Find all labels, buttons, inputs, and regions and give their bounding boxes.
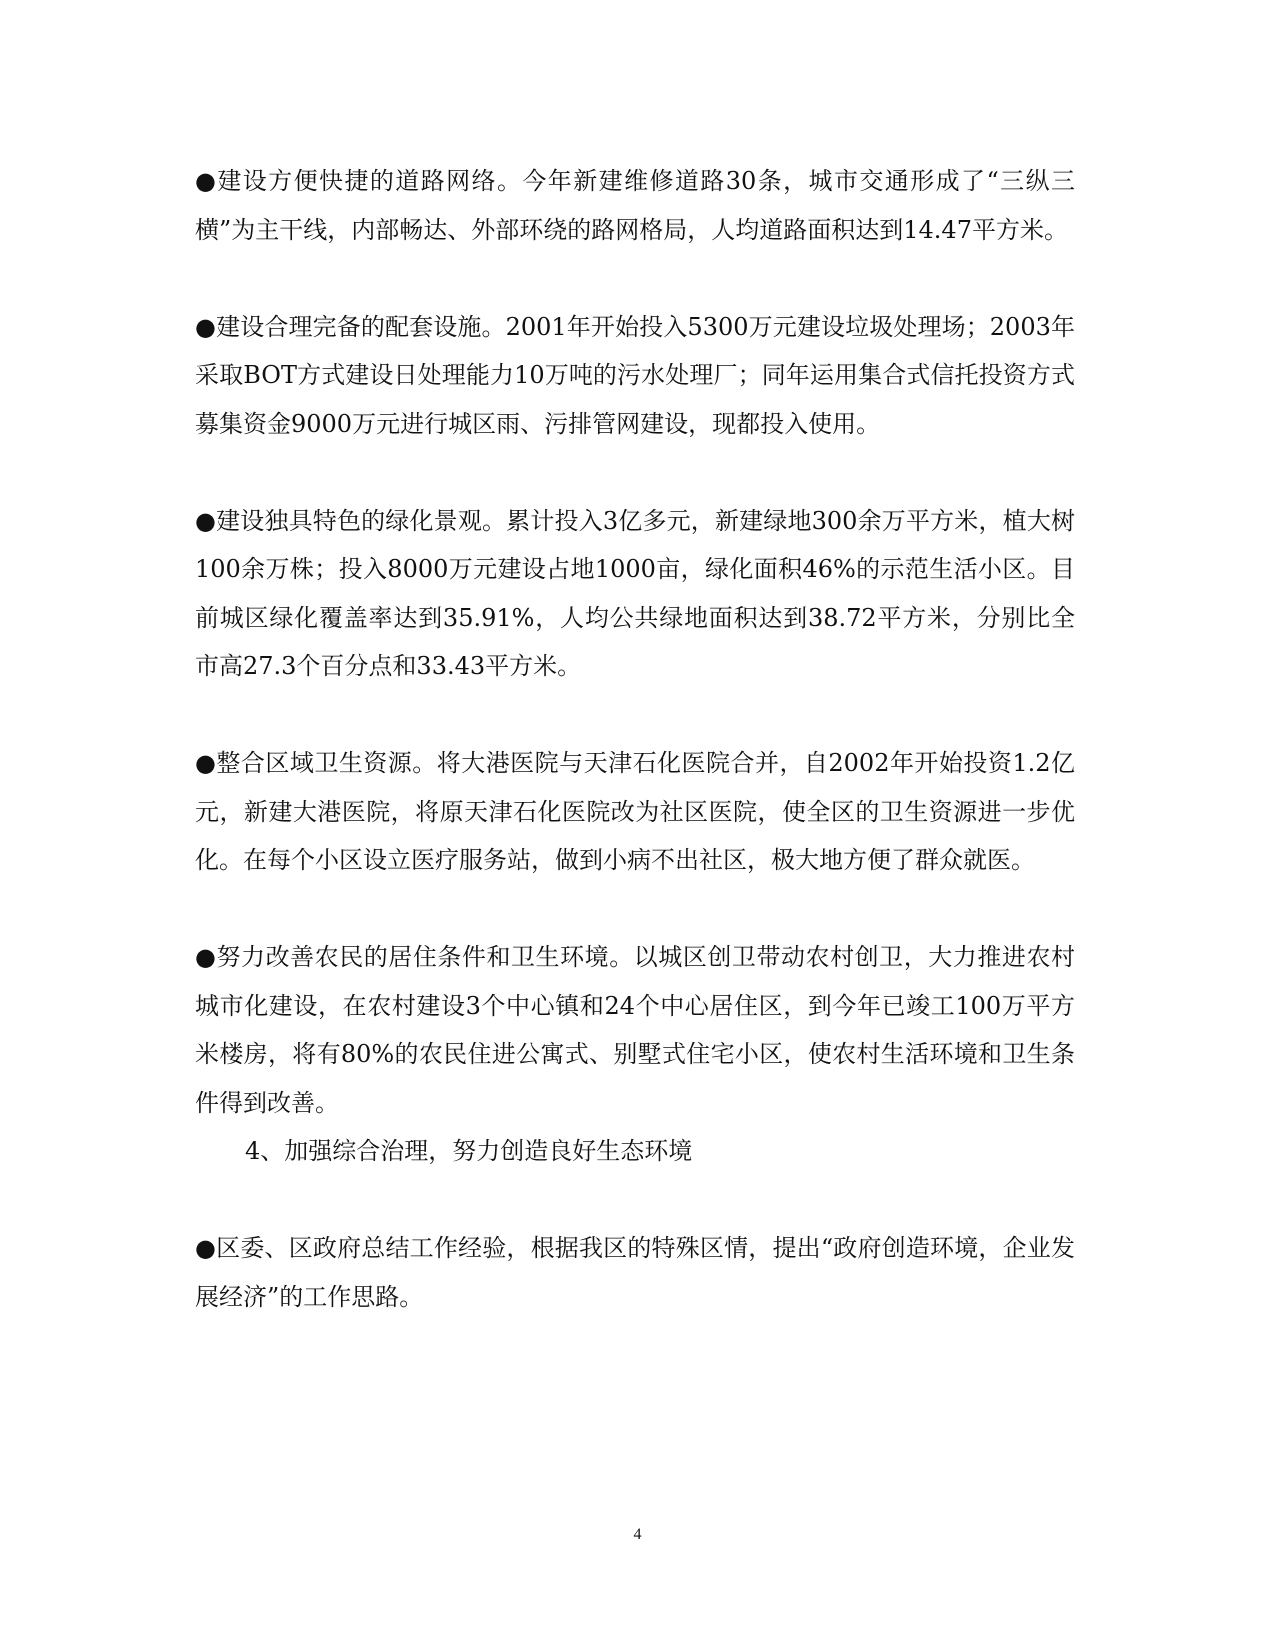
paragraph-work-approach: ●区委、区政府总结工作经验，根据我区的特殊区情，提出“政府创造环境，企业发展经济”的工作思路。 — [195, 1234, 1075, 1311]
section-heading: 4、加强综合治理，努力创造良好生态环境 — [245, 1137, 693, 1165]
paragraph-health-resources: ●整合区域卫生资源。将大港医院与天津石化医院合并，自2002年开始投资1.2亿元，新建大港医院，将原天津石化医院改为社区医院，使全区的卫生资源进一步优化。在每个小区设立医疗服务站，做到小病不出社区，极大地方便了群众就医。 — [195, 749, 1075, 874]
page-number: 4 — [633, 1526, 642, 1543]
document-body — [195, 157, 1075, 1321]
paragraph-road-network: ●建设方便快捷的道路网络。今年新建维修道路30条，城市交通形成了“三纵三横”为主干线，内部畅达、外部环绕的路网格局，人均道路面积达到14.47平方米。 — [195, 167, 1075, 244]
paragraph-supporting-facilities: ●建设合理完备的配套设施。2001年开始投入5300万元建设垃圾处理场；2003年采取BOT方式建设日处理能力10万吨的污水处理厂；同年运用集合式信托投资方式募集资金9000万元进行城区雨、污排管网建设，现都投入使用。 — [195, 312, 1075, 438]
paragraph-green-landscape: ●建设独具特色的绿化景观。累计投入3亿多元，新建绿地300余万平方米，植大树100余万株；投入8000万元建设占地1000亩，绿化面积46%的示范生活小区。目前城区绿化覆盖率达到35.91%，人均公共绿地面积达到38.72平方米，分别比全市高27.3个百分点和33.43平方米。 — [195, 506, 1075, 680]
paragraph-rural-living: ●努力改善农民的居住条件和卫生环境。以城区创卫带动农村创卫，大力推进农村城市化建设，在农村建设3个中心镇和24个中心居住区，到今年已竣工100万平方米楼房，将有80%的农民住进公寓式、别墅式住宅小区，使农村生活环境和卫生条件得到改善。 — [195, 943, 1075, 1117]
